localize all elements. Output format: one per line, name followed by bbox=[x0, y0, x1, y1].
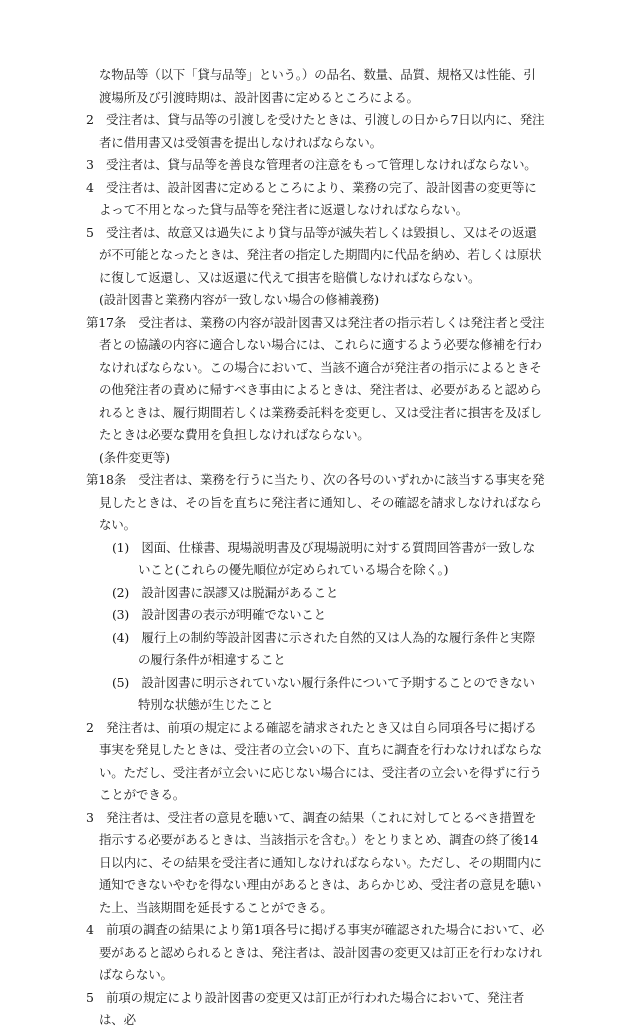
paragraph-item-4: 4 受注者は、設計図書に定めるところにより、業務の完了、設計図書の変更等によって不用となった貸与品等を発注者に返還しなければならない。 bbox=[86, 179, 537, 217]
list-item-5: (5) 設計図書に明示されていない履行条件について予期することのできない特別な状態が生じたこと bbox=[112, 674, 535, 712]
section-heading: (設計図書と業務内容が一致しない場合の修補義務) bbox=[99, 292, 379, 307]
list-item-1: (1) 図面、仕様書、現場説明書及び現場説明に対する質問回答書が一致しないこと(これらの優先順位が定められている場合を除く。) bbox=[112, 539, 536, 577]
list-item-3: (3) 設計図書の表示が明確でないこと bbox=[112, 607, 326, 622]
paragraph-continuation: な物品等（以下「貸与品等」という。）の品名、数量、品質、規格又は性能、引渡場所及び引渡時期は、設計図書に定めるところによる。 bbox=[99, 67, 536, 105]
list-item-2: (2) 設計図書に誤謬又は脱漏があること bbox=[112, 584, 339, 600]
article-18: 第18条 受注者は、業務を行うに当たり、次の各号のいずれかに該当する事実を発見したときは、その旨を直ちに発注者に通知し、その確認を請求しなければならない。 bbox=[86, 472, 545, 532]
list-item-4: (4) 履行上の制約等設計図書に示された自然的又は人為的な履行条件と実際の履行条件が相違すること bbox=[112, 629, 536, 667]
paragraph-item-5: 5 受注者は、故意又は過失により貸与品等が滅失若しくは毀損し、又はその返還が不可能となったときは、発注者の指定した期間内に代品を納め、若しくは原状に復して返還し、又は返還に代えて損害を賠償しなければならない。 bbox=[86, 224, 542, 285]
text-body bbox=[86, 64, 546, 1032]
paragraph-item-2: 2 受注者は、貸与品等の引渡しを受けたときは、引渡しの日から7日以内に、発注者に借用書又は受領書を提出しなければならない。 bbox=[86, 112, 545, 150]
paragraph-item-3: 3 受注者は、貸与品等を善良な管理者の注意をもって管理しなければならない。 bbox=[86, 157, 537, 172]
paragraph-item-2: 2 発注者は、前項の規定による確認を請求されたとき又は自ら同項各号に掲げる事実を発見したときは、受注者の立会いの下、直ちに調査を行わなければならない。ただし、受注者が立会いに応じない場合には、受注者の立会いを得ずに行うことができる。 bbox=[86, 719, 542, 802]
article-17: 第17条 受注者は、業務の内容が設計図書又は発注者の指示若しくは発注者と受注者との協議の内容に適合しない場合には、これらに適するよう必要な修補を行わなければならない。この場合において、当該不適合が発注者の指示によるときその他発注者の責めに帰すべき事由によるときは、発注者は、必要があると認められるときは、履行期間若しくは業務委託料を変更し、又は受注者に損害を及ぼしたときは必要な費用を負担しなければならない。 bbox=[86, 314, 545, 442]
paragraph-item-5: 5 前項の規定により設計図書の変更又は訂正が行われた場合において、発注者は、必 bbox=[86, 989, 525, 1027]
section-heading: (条件変更等) bbox=[99, 449, 170, 465]
paragraph-item-4: 4 前項の調査の結果により第1項各号に掲げる事実が確認された場合において、必要があると認められるときは、発注者は、設計図書の変更又は訂正を行わなければならない。 bbox=[86, 922, 545, 982]
paragraph-item-3: 3 発注者は、受注者の意見を聴いて、調査の結果（これに対してとるべき措置を指示する必要があるときは、当該指示を含む。）をとりまとめ、調査の終了後14日以内に、その結果を受注者に通知しなければならない。ただし、その期間内に通知できないやむを得ない理由があるときは、あらかじめ、受注者の意見を聴いた上、当該期間を延長することができる。 bbox=[86, 809, 542, 915]
